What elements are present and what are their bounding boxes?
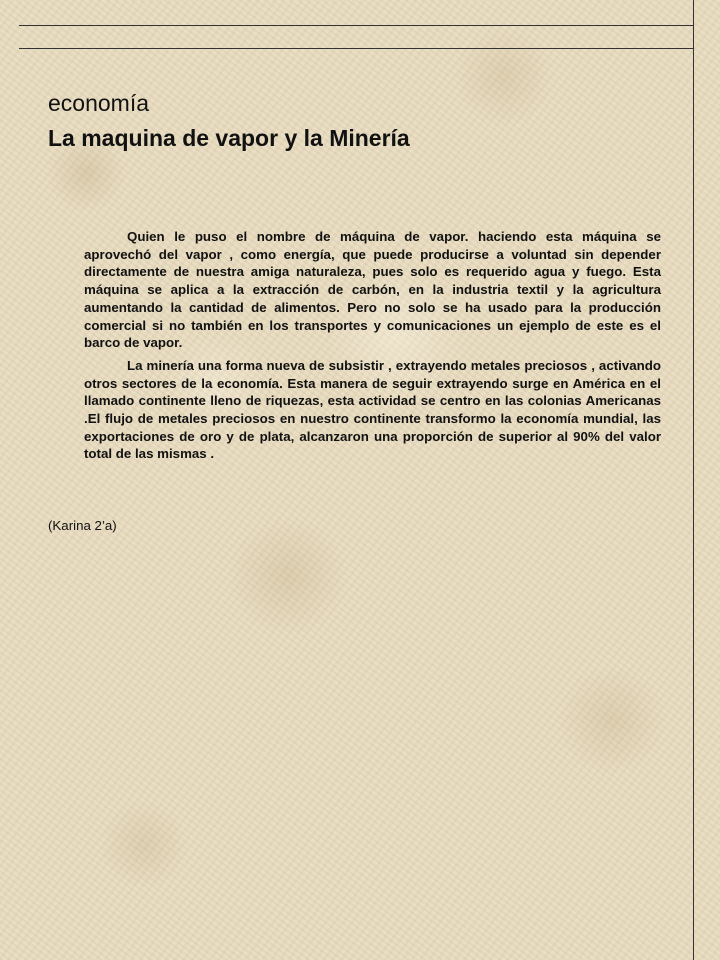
right-margin-rule <box>693 0 694 960</box>
article-title: La maquina de vapor y la Minería <box>48 125 410 151</box>
author-credit: (Karina 2’a) <box>48 518 117 533</box>
article-body <box>84 228 661 468</box>
paragraph-mining: La minería una forma nueva de subsistir , extrayendo metales preciosos , activando otros sectores de la economía. Esta manera de seguir extrayendo surge en América en el llamado continente lleno de riquezas, esta actividad se centro en las colonias Americanas .El flujo de metales preciosos en nuestro continente transformo la economía mundial, las exportaciones de oro y de plata, alcanzaron una proporción de superior al 90% del valor total de las mismas . <box>84 357 661 462</box>
top-rule <box>19 25 693 26</box>
header-rule <box>19 48 693 49</box>
paragraph-steam-engine: Quien le puso el nombre de máquina de vapor. haciendo esta máquina se aprovechó del vapor , como energía, que puede producirse a voluntad sin depender directamente de nuestra amiga naturaleza, pues solo es requerido agua y fuego. Esta máquina se aplica a la extracción de carbón, en la industria textil y la agricultura aumentando la cantidad de alimentos. Pero no solo se ha usado para la producción comercial si no también en los transportes y comunicaciones un ejemplo de este es el barco de vapor. <box>84 229 661 351</box>
subject-heading: economía <box>48 90 150 116</box>
